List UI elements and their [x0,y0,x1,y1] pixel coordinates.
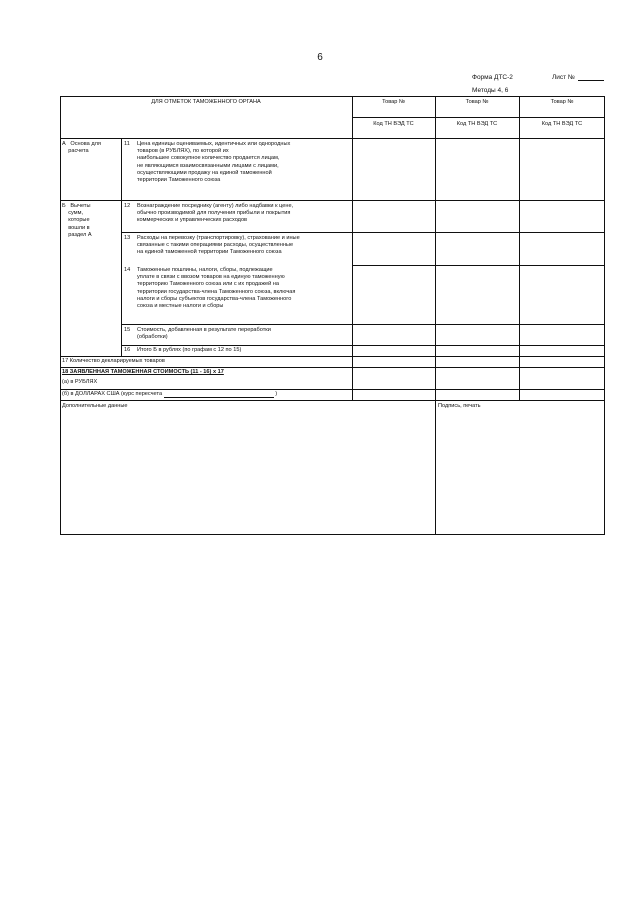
row11-bottom-line [60,200,605,201]
customs-marks-header: ДЛЯ ОТМЕТОК ТАМОЖЕННОГО ОРГАНА [151,99,261,105]
row-16-number: 16 [124,347,131,353]
row-17-text: 17 Количество декларируемых товаров [62,358,165,364]
row16-bottom-line [60,356,605,357]
section-a-label: А Основа для расчета [62,141,101,155]
methods-label: Методы 4, 6 [472,87,509,94]
row-18b-text: (б) в ДОЛЛАРАХ США (курс пересчета ) [62,391,278,397]
tnved-code-3: Код ТН ВЭД ТС [541,121,583,127]
row14-bottom-line [121,324,605,325]
tnved-code-2: Код ТН ВЭД ТС [456,121,498,127]
sheet-number-blank [578,80,604,81]
row-18a-text: (а) в РУБЛЯХ [62,379,98,385]
row-15-number: 15 [124,327,131,333]
tnved-code-1: Код ТН ВЭД ТС [373,121,414,127]
goods-header-2: Товар № [465,99,489,105]
subheader-line [352,117,605,118]
page-number: 6 [317,52,323,63]
goods-header-3: Товар № [550,99,574,105]
row-18-title: 18 ЗАЯВЛЕННАЯ ТАМОЖЕННАЯ СТОИМОСТЬ (11 - 16) х 17 [62,369,224,375]
sheet-number [552,74,604,81]
row18b-bottom-line [60,400,605,401]
section-b-label: Б Вычеты сумм, которые вошли в раздел А [62,203,92,238]
header-bottom-line [60,138,605,139]
row15-bottom-line [121,345,605,346]
row-13-number: 13 [124,235,131,241]
row18a-bottom-line [60,389,605,390]
row-14-number: 14 [124,267,131,273]
row-15-text: Стоимость, добавленная в результате переработки (обработки) [137,327,271,341]
row-14-text: Таможенные пошлины, налоги, сборы, подлежащие уплате в связи с ввозом товаров на единую таможенную территорию Таможенного союза или с их продажей на территории государства-члена Таможенного союза, включая налоги и сборы субъектов государства-члена Таможенного союза и местные налоги и сборы [137,267,296,310]
col-divider-goods2 [435,96,436,535]
signature-label: Подпись, печать [438,403,481,409]
row-12-text: Вознаграждение посреднику (агенту) либо надбавки к цене, обычно производимой для получения прибыли и покрытия коммерческих и управленческих расходов [137,203,294,224]
row-13-text: Расходы на перевозку (транспортировку), страхование и иные связанные с такими операциями расходы, осуществленные на единой таможенной территории Таможенного союза [137,235,300,256]
goods-header-1: Товар № [382,99,405,105]
additional-data-label: Дополнительные данные [62,403,128,409]
sheet-label: Лист № [552,74,575,81]
row17-bottom-line [60,367,605,368]
row-11-text: Цена единицы оцениваемых, идентичных или однородных товаров (в РУБЛЯХ), по которой их наибольшее совокупное количество продается лицам, не являющимся взаимосвязанными лицами с лицами, осуществляющими продажу на единой таможенной территории Таможенного союза [137,141,291,184]
row-16-text: Итого Б в рублях (по графам с 12 по 15) [137,347,242,353]
row-11-number: 11 [124,141,130,147]
form-label: Форма ДТС-2 [472,74,513,81]
exchange-rate-blank [164,392,274,398]
row12-bottom-line [121,232,605,233]
row13-bottom-line [352,265,605,266]
row-12-number: 12 [124,203,131,209]
